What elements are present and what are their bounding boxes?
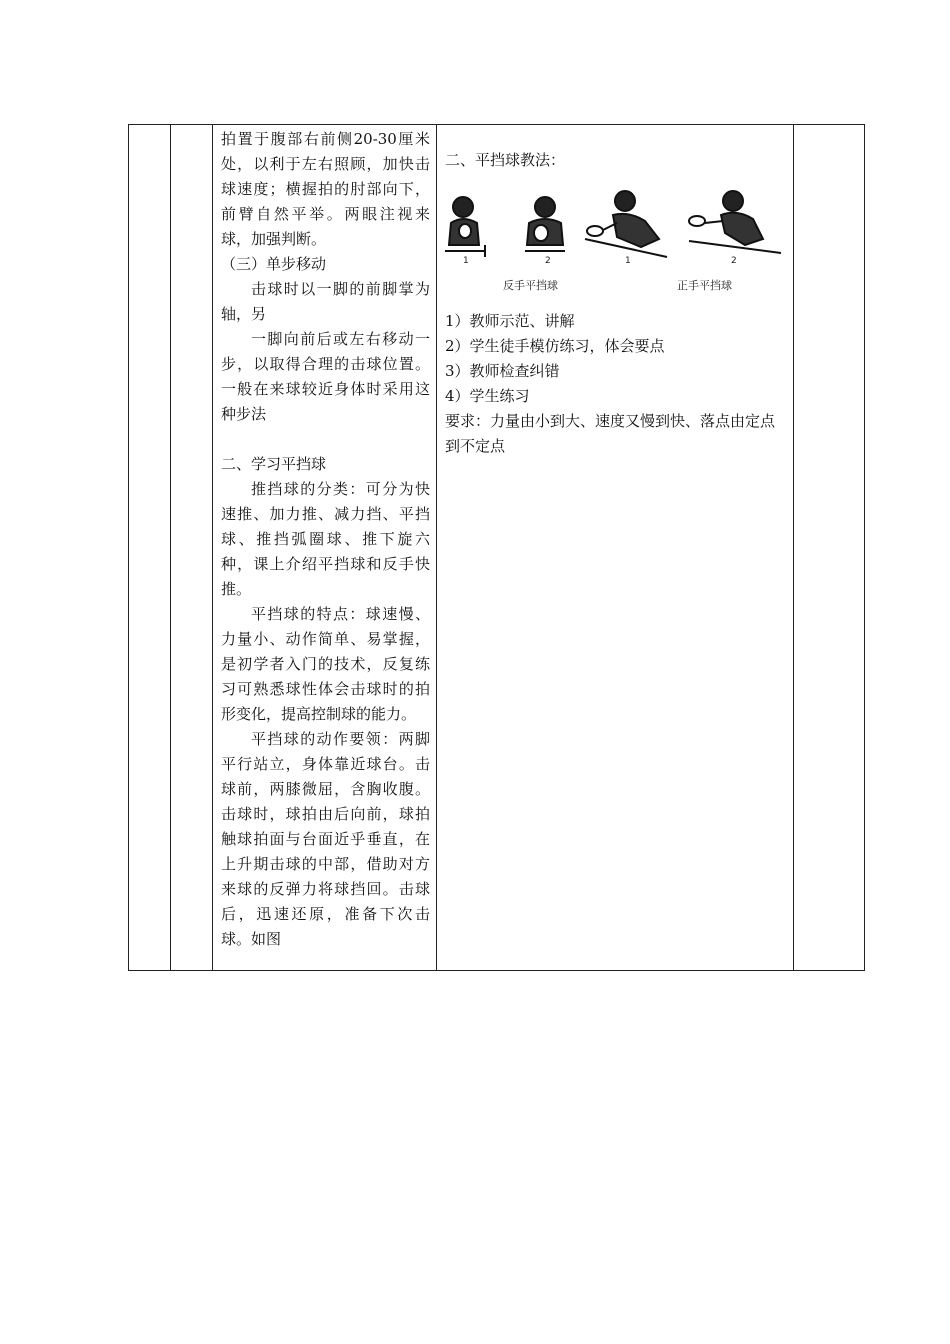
paragraph: 一脚向前后或左右移动一步，以取得合理的击球位置。一般在来球较近身体时采用这种步法: [221, 330, 430, 423]
empty-cell: [171, 125, 213, 971]
subheading: （三）单步移动: [221, 255, 327, 273]
paragraph: 击球时以一脚的前脚掌为轴，另: [221, 280, 430, 323]
step-item: 2）学生徒手模仿练习，体会要点: [445, 337, 665, 355]
method-heading: 二、平挡球教法：: [445, 151, 566, 169]
figure-label: 1: [625, 256, 631, 266]
empty-cell: [129, 125, 171, 971]
figure-caption: 正手平挡球: [677, 279, 732, 292]
section-heading: 二、学习平挡球: [221, 455, 327, 473]
step-item: 4）学生练习: [445, 387, 530, 405]
player-figure: [689, 191, 781, 253]
table-row: [129, 125, 865, 971]
figure-label: 1: [463, 256, 469, 266]
requirement-text: 要求：力量由小到大、速度又慢到快、落点由定点到不定点: [445, 412, 776, 455]
content-cell: [213, 125, 437, 971]
player-figure: [585, 191, 667, 257]
figure-caption: 反手平挡球: [503, 279, 558, 292]
empty-cell: [794, 125, 865, 971]
paragraph: 平挡球的动作要领：两脚平行站立，身体靠近球台。击球前，两膝微屈，含胸收腹。击球时，球拍由后向前，球拍触球拍面与台面近乎垂直，在上升期击球的中部，借助对方来球的反弹力将球挡回。击球后，迅速还原，准备下次击球。如图: [221, 730, 430, 948]
player-figure: [445, 197, 485, 257]
paragraph: 推挡球的分类：可分为快速推、加力推、减力挡、平挡球、推挡弧圈球、推下旋六种，课上介绍平挡球和反手快推。: [221, 480, 430, 598]
paragraph: 平挡球的特点：球速慢、力量小、动作简单、易掌握，是初学者入门的技术，反复练习可熟悉球性体会击球时的拍形变化，提高控制球的能力。: [221, 605, 430, 723]
method-cell: [437, 125, 794, 971]
lesson-plan-table: [128, 124, 865, 971]
step-item: 1）教师示范、讲解: [445, 312, 575, 330]
figure-label: 2: [731, 256, 737, 266]
paragraph: 拍置于腹部右前侧20-30厘米处，以利于左右照顾，加快击球速度；横握拍的肘部向下，前臂自然平举。两眼注视来球，加强判断。: [221, 130, 430, 248]
step-item: 3）教师检查纠错: [445, 362, 560, 380]
player-illustration: [445, 187, 787, 293]
figure-label: 2: [545, 256, 551, 266]
table-tennis-figure: [445, 187, 787, 293]
player-figure: [525, 197, 565, 251]
